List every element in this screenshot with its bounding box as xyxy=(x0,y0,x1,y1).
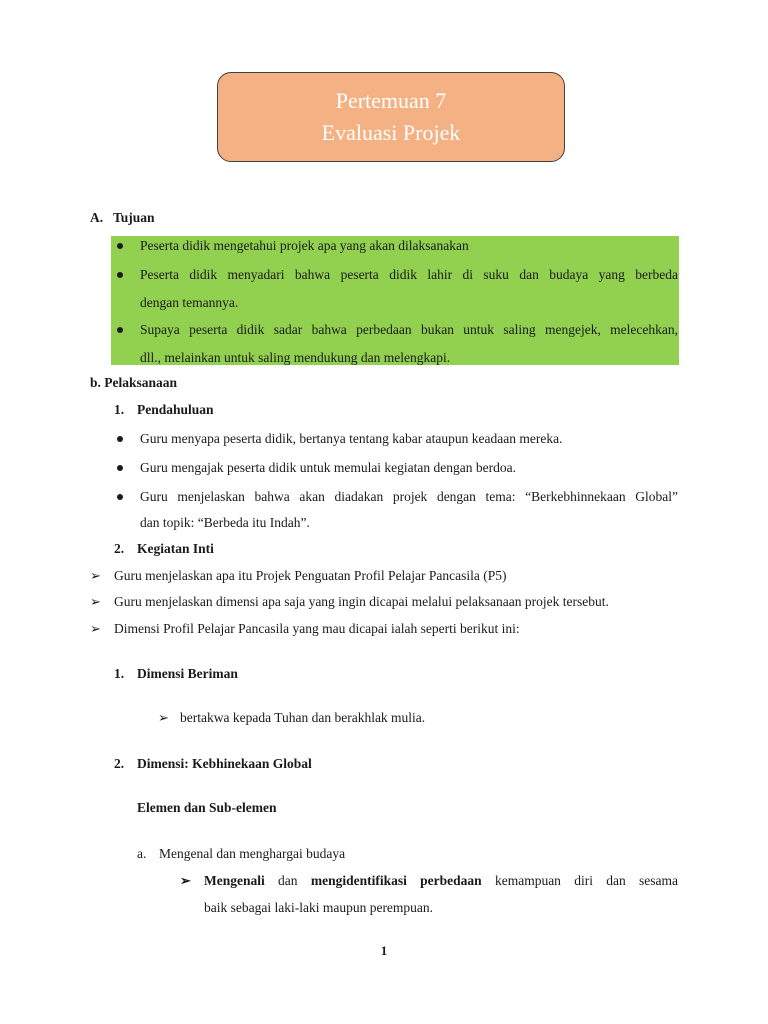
dimensi-beriman-item: bertakwa kepada Tuhan dan berakhlak mulia. xyxy=(180,710,426,725)
kegiatan-inti-item-2: Guru menjelaskan dimensi apa saja yang ingin dicapai melalui pelaksanaan projek tersebut. xyxy=(114,594,609,609)
arrow-bullet-icon: ➢ xyxy=(180,873,191,888)
kegiatan-inti-item-3: Dimensi Profil Pelajar Pancasila yang mau dicapai ialah seperti berikut ini: xyxy=(114,621,520,636)
point-text-2: kemampuan diri dan sesama xyxy=(494,873,679,888)
point-text-1: dan xyxy=(278,873,298,888)
bullet-icon xyxy=(117,327,123,333)
pendahuluan-heading: Pendahuluan xyxy=(137,402,214,417)
dimensi-kebhinekaan-marker: 2. xyxy=(114,756,125,771)
point-bold-1: Mengenali xyxy=(204,873,265,888)
dimensi-kebhinekaan-heading: Dimensi: Kebhinekaan Global xyxy=(137,756,312,771)
bullet-icon xyxy=(117,272,123,278)
dimensi-beriman-marker: 1. xyxy=(114,666,125,681)
arrow-bullet-icon: ➢ xyxy=(90,568,101,583)
arrow-bullet-icon: ➢ xyxy=(90,594,101,609)
pendahuluan-item-3-line-2: dan topik: “Berbeda itu Indah”. xyxy=(140,515,310,530)
arrow-bullet-icon: ➢ xyxy=(90,621,101,636)
title-line-1: Pertemuan 7 xyxy=(335,88,447,113)
tujuan-item-2-line-1: Peserta didik menyadari bahwa peserta didik lahir di suku dan budaya yang berbeda xyxy=(140,267,678,282)
title-line-2: Evaluasi Projek xyxy=(321,120,461,145)
point-line-1 xyxy=(204,872,678,890)
dimensi-beriman-heading: Dimensi Beriman xyxy=(137,666,238,681)
sub-a-marker: a. xyxy=(137,846,147,861)
bullet-icon xyxy=(117,494,123,500)
page-number: 1 xyxy=(380,943,388,958)
tujuan-item-1: Peserta didik mengetahui projek apa yang akan dilaksanakan xyxy=(140,238,469,253)
section-a-heading: Tujuan xyxy=(113,210,155,225)
kegiatan-inti-heading: Kegiatan Inti xyxy=(137,541,214,556)
kegiatan-inti-marker: 2. xyxy=(114,541,125,556)
sub-a-text: Mengenal dan menghargai budaya xyxy=(159,846,346,861)
point-line-2: baik sebagai laki-laki maupun perempuan. xyxy=(204,900,434,915)
title-box xyxy=(217,72,565,162)
tujuan-item-2-line-2: dengan temannya. xyxy=(140,295,239,310)
section-a-marker: A. xyxy=(90,210,104,225)
section-b-heading: b. Pelaksanaan xyxy=(90,375,178,390)
tujuan-item-3-line-2: dll., melainkan untuk saling mendukung dan melengkapi. xyxy=(140,350,451,365)
bullet-icon xyxy=(117,465,123,471)
point-bold-2: mengidentifikasi perbedaan xyxy=(310,873,482,888)
pendahuluan-item-2: Guru mengajak peserta didik untuk memulai kegiatan dengan berdoa. xyxy=(140,460,517,475)
elemen-subheading: Elemen dan Sub-elemen xyxy=(137,800,277,815)
tujuan-item-3-line-1: Supaya peserta didik sadar bahwa perbedaan bukan untuk saling mengejek, melecehkan, xyxy=(140,322,678,337)
pendahuluan-item-3-line-1: Guru menjelaskan bahwa akan diadakan projek dengan tema: “Berkebhinnekaan Global” xyxy=(140,489,678,504)
bullet-icon xyxy=(117,243,123,249)
bullet-icon xyxy=(117,436,123,442)
kegiatan-inti-item-1: Guru menjelaskan apa itu Projek Penguatan Profil Pelajar Pancasila (P5) xyxy=(114,568,507,583)
arrow-bullet-icon: ➢ xyxy=(158,710,169,725)
pendahuluan-item-1: Guru menyapa peserta didik, bertanya tentang kabar ataupun keadaan mereka. xyxy=(140,431,563,446)
pendahuluan-marker: 1. xyxy=(114,402,125,417)
